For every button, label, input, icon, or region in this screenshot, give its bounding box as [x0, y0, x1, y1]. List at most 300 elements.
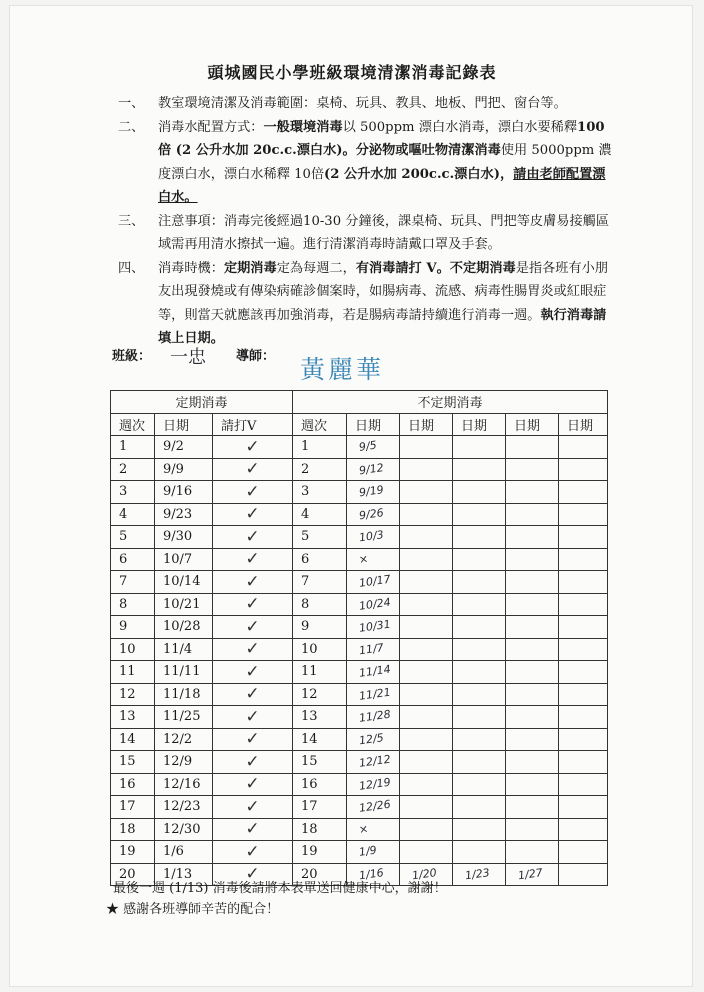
check-cell [213, 548, 293, 571]
irregular-date-cell-mark [514, 765, 518, 766]
irregular-date-cell [506, 616, 559, 639]
irregular-date-cell-mark [514, 450, 518, 451]
class-value: 一忠 [170, 347, 206, 368]
irregular-date-cell-mark [461, 585, 465, 586]
irregular-date-cell [506, 661, 559, 684]
week-cell: 19 [111, 841, 155, 864]
instruction-text: 有消毒請打 V。不定期消毒 [355, 260, 516, 276]
teacher-label: 導師： [236, 349, 276, 364]
irregular-date-cell [559, 458, 608, 481]
week-cell: 17 [111, 796, 155, 819]
irregular-disinfection-header: 不定期消毒 [293, 391, 608, 414]
irregular-date-cell-mark [567, 562, 571, 563]
irregular-date-cell [400, 661, 453, 684]
irregular-date-cell-mark [514, 517, 518, 518]
irregular-date-cell [559, 863, 608, 886]
date-cell: 1/13 [155, 863, 213, 886]
irregular-date-cell-mark: 1/20 [411, 865, 438, 883]
week-cell: 14 [111, 728, 155, 751]
check-cell [213, 796, 293, 819]
irregular-date-cell-mark [408, 832, 412, 833]
irregular-date-cell-mark [408, 697, 412, 698]
irregular-date-cell-mark: 12/12 [358, 752, 392, 771]
column-header: 週次 [111, 413, 155, 436]
table-row [111, 503, 608, 526]
check-cell-mark: ✓ [245, 841, 260, 862]
instruction-text: (2 公升水加 200c.c.漂白水)， [324, 166, 514, 182]
irregular-date-cell-mark [461, 607, 465, 608]
instruction-text: 定為每週二， [276, 260, 356, 276]
irregular-date-cell [506, 526, 559, 549]
irregular-date-cell [559, 436, 608, 459]
table-group-header-row [111, 391, 608, 414]
irregular-date-cell-mark [514, 540, 518, 541]
irregular-date-cell-mark [514, 652, 518, 653]
instruction-item [118, 210, 618, 257]
irregular-date-cell-mark: 1/23 [464, 865, 491, 883]
check-cell [213, 503, 293, 526]
check-cell-mark: ✓ [245, 549, 260, 570]
irregular-date-cell-mark [567, 675, 571, 676]
check-cell [213, 818, 293, 841]
check-cell [213, 706, 293, 729]
check-cell-mark: ✓ [245, 594, 260, 615]
table-column-header-row [111, 413, 608, 436]
irregular-date-cell [400, 526, 453, 549]
irregular-date-cell-mark [567, 495, 571, 496]
irregular-date-cell-mark [461, 450, 465, 451]
irregular-date-cell-mark: 12/26 [358, 797, 392, 816]
class-label: 班級： [112, 349, 152, 364]
irregular-date-cell-mark: 9/26 [358, 505, 385, 523]
irregular-date-cell [400, 841, 453, 864]
check-cell-mark: ✓ [245, 774, 260, 795]
irregular-date-cell-mark [567, 742, 571, 743]
irregular-date-cell [559, 638, 608, 661]
table-row [111, 436, 608, 459]
irregular-date-cell [347, 728, 400, 751]
table-row [111, 841, 608, 864]
teacher-name-stamp: 黃麗華 [300, 355, 385, 384]
instruction-item [118, 92, 618, 116]
irregular-date-cell [559, 661, 608, 684]
instruction-text: 100 倍 (2 公升水加 20c.c.漂白水)。 [158, 119, 605, 158]
irregular-date-cell-mark [567, 720, 571, 721]
irregular-date-cell [506, 503, 559, 526]
irregular-date-cell-mark: 11/14 [358, 662, 392, 681]
irregular-date-cell-mark [514, 562, 518, 563]
table-row [111, 571, 608, 594]
irregular-date-cell-mark [461, 540, 465, 541]
check-cell [213, 638, 293, 661]
date-cell: 12/9 [155, 751, 213, 774]
irregular-date-cell [400, 593, 453, 616]
irregular-date-cell [400, 728, 453, 751]
date-cell: 11/25 [155, 706, 213, 729]
irregular-date-cell-mark: 1/9 [358, 843, 378, 860]
star-icon: ★ [106, 902, 120, 917]
check-cell [213, 616, 293, 639]
check-cell-mark: ✓ [245, 819, 260, 840]
irregular-date-cell-mark [408, 562, 412, 563]
instruction-text: 注意事項：消毒完後經過10-30 分鐘後，課桌椅、玩具、門把等皮膚易接觸區域需再用清水擦拭一遍。進行清潔消毒時請戴口罩及手套。 [158, 213, 610, 252]
irregular-date-cell [347, 481, 400, 504]
table-row [111, 548, 608, 571]
instruction-text: 以 500ppm 漂白水消毒，漂白水要稀釋 [342, 119, 578, 135]
instruction-number: 四、 [118, 260, 145, 276]
week-cell: 2 [111, 458, 155, 481]
table-row [111, 661, 608, 684]
table-row [111, 638, 608, 661]
week-cell: 7 [111, 571, 155, 594]
irregular-date-cell [347, 571, 400, 594]
irregular-date-cell-mark: 10/24 [358, 595, 392, 613]
check-cell-mark: ✓ [245, 504, 260, 525]
irregular-date-cell [347, 526, 400, 549]
irregular-week-cell: 17 [293, 796, 347, 819]
irregular-week-cell: 3 [293, 481, 347, 504]
irregular-date-cell-mark [461, 675, 465, 676]
table-row [111, 526, 608, 549]
irregular-date-cell-mark: 9/12 [358, 460, 385, 478]
check-cell [213, 436, 293, 459]
date-cell: 11/18 [155, 683, 213, 706]
table-row [111, 593, 608, 616]
column-header: 日期 [400, 413, 453, 436]
week-cell: 12 [111, 683, 155, 706]
irregular-date-cell-mark [514, 585, 518, 586]
irregular-date-cell-mark [567, 810, 571, 811]
week-cell: 3 [111, 481, 155, 504]
irregular-week-cell: 6 [293, 548, 347, 571]
column-header: 日期 [559, 413, 608, 436]
instruction-text: 執行消毒請填上日期。 [158, 307, 607, 346]
irregular-date-cell [453, 863, 506, 886]
irregular-date-cell-mark [461, 517, 465, 518]
date-cell: 12/23 [155, 796, 213, 819]
irregular-date-cell [347, 436, 400, 459]
table-row [111, 818, 608, 841]
irregular-date-cell [559, 503, 608, 526]
date-cell: 9/9 [155, 458, 213, 481]
irregular-date-cell-mark [408, 810, 412, 811]
irregular-date-cell [506, 841, 559, 864]
irregular-date-cell-mark: × [358, 551, 370, 567]
irregular-date-cell [559, 616, 608, 639]
week-cell: 10 [111, 638, 155, 661]
irregular-week-cell: 9 [293, 616, 347, 639]
irregular-date-cell-mark [567, 832, 571, 833]
irregular-date-cell-mark [461, 652, 465, 653]
irregular-date-cell [347, 796, 400, 819]
check-cell [213, 661, 293, 684]
irregular-date-cell-mark [567, 540, 571, 541]
irregular-date-cell [400, 458, 453, 481]
instruction-text: 消毒時機： [158, 260, 224, 276]
irregular-date-cell-mark: 11/7 [358, 640, 385, 658]
form-title: 頭城國民小學班級環境清潔消毒記錄表 [207, 63, 497, 82]
irregular-date-cell [347, 548, 400, 571]
irregular-date-cell-mark [514, 742, 518, 743]
irregular-date-cell-mark [514, 697, 518, 698]
check-cell-mark: ✓ [245, 436, 260, 457]
irregular-date-cell-mark [461, 697, 465, 698]
irregular-week-cell: 4 [293, 503, 347, 526]
irregular-date-cell [506, 436, 559, 459]
irregular-date-cell [453, 436, 506, 459]
irregular-date-cell-mark [567, 877, 571, 878]
irregular-date-cell-mark: 1/27 [517, 865, 544, 883]
irregular-date-cell [506, 863, 559, 886]
instruction-text: 請由老師配置漂白水。 [158, 166, 606, 205]
table-row [111, 616, 608, 639]
instructions-list [118, 92, 618, 351]
irregular-week-cell: 15 [293, 751, 347, 774]
irregular-date-cell [506, 683, 559, 706]
irregular-date-cell-mark: 12/5 [358, 730, 385, 748]
irregular-date-cell [453, 796, 506, 819]
irregular-week-cell: 10 [293, 638, 347, 661]
irregular-date-cell [453, 751, 506, 774]
week-cell: 16 [111, 773, 155, 796]
irregular-date-cell-mark: 10/3 [358, 528, 385, 545]
irregular-week-cell: 20 [293, 863, 347, 886]
irregular-date-cell-mark [514, 495, 518, 496]
irregular-date-cell [400, 503, 453, 526]
irregular-date-cell-mark [514, 810, 518, 811]
irregular-date-cell [400, 571, 453, 594]
week-cell: 18 [111, 818, 155, 841]
date-cell: 12/30 [155, 818, 213, 841]
irregular-date-cell [400, 616, 453, 639]
irregular-date-cell-mark [567, 585, 571, 586]
column-header: 日期 [506, 413, 559, 436]
irregular-date-cell-mark [567, 472, 571, 473]
check-cell-mark: ✓ [245, 796, 260, 817]
irregular-date-cell [453, 683, 506, 706]
irregular-date-cell-mark [408, 472, 412, 473]
check-cell-mark: ✓ [245, 481, 260, 502]
irregular-date-cell [400, 706, 453, 729]
check-cell-mark: ✓ [245, 751, 260, 772]
irregular-date-cell [559, 571, 608, 594]
irregular-date-cell [347, 683, 400, 706]
week-cell: 6 [111, 548, 155, 571]
irregular-date-cell [453, 593, 506, 616]
irregular-date-cell-mark [408, 675, 412, 676]
irregular-date-cell [453, 638, 506, 661]
irregular-date-cell [453, 841, 506, 864]
irregular-date-cell-mark [461, 495, 465, 496]
irregular-date-cell-mark: 9/19 [358, 483, 385, 500]
irregular-week-cell: 13 [293, 706, 347, 729]
instruction-text: 消毒水配置方式： [158, 119, 264, 135]
date-cell: 1/6 [155, 841, 213, 864]
date-cell: 11/11 [155, 661, 213, 684]
irregular-date-cell-mark [567, 652, 571, 653]
irregular-date-cell-mark [461, 720, 465, 721]
irregular-date-cell-mark [461, 630, 465, 631]
irregular-date-cell-mark [567, 607, 571, 608]
irregular-date-cell [347, 593, 400, 616]
irregular-date-cell [506, 706, 559, 729]
irregular-date-cell-mark [461, 810, 465, 811]
check-cell-mark: ✓ [245, 616, 260, 637]
irregular-date-cell [400, 796, 453, 819]
irregular-date-cell-mark: 11/28 [358, 707, 392, 726]
irregular-date-cell [347, 706, 400, 729]
irregular-date-cell [400, 751, 453, 774]
irregular-date-cell-mark [514, 855, 518, 856]
irregular-week-cell: 5 [293, 526, 347, 549]
irregular-date-cell [347, 503, 400, 526]
date-cell: 10/14 [155, 571, 213, 594]
irregular-week-cell: 18 [293, 818, 347, 841]
irregular-date-cell [559, 548, 608, 571]
irregular-date-cell-mark [567, 787, 571, 788]
irregular-date-cell [506, 773, 559, 796]
irregular-date-cell-mark [567, 630, 571, 631]
check-cell [213, 526, 293, 549]
check-cell [213, 751, 293, 774]
irregular-date-cell [506, 818, 559, 841]
irregular-date-cell [506, 751, 559, 774]
table-row [111, 481, 608, 504]
irregular-date-cell [400, 436, 453, 459]
irregular-date-cell [506, 571, 559, 594]
irregular-date-cell [400, 683, 453, 706]
irregular-date-cell-mark [408, 585, 412, 586]
irregular-date-cell-mark: 10/31 [358, 617, 392, 636]
irregular-date-cell [400, 548, 453, 571]
irregular-date-cell [347, 616, 400, 639]
irregular-date-cell-mark [408, 742, 412, 743]
irregular-date-cell [453, 616, 506, 639]
irregular-date-cell-mark [408, 787, 412, 788]
irregular-date-cell [453, 548, 506, 571]
irregular-date-cell [453, 728, 506, 751]
irregular-date-cell-mark [514, 720, 518, 721]
column-header: 請打V [213, 413, 293, 436]
check-cell [213, 458, 293, 481]
check-cell-mark: ✓ [245, 571, 260, 592]
irregular-date-cell-mark [461, 765, 465, 766]
table-row [111, 728, 608, 751]
instruction-item [118, 257, 618, 351]
instruction-text: 一般環境消毒 [263, 119, 343, 135]
irregular-date-cell [559, 526, 608, 549]
irregular-week-cell: 2 [293, 458, 347, 481]
irregular-date-cell [347, 773, 400, 796]
instruction-text: 定期消毒 [223, 260, 277, 276]
table-row [111, 773, 608, 796]
irregular-date-cell-mark [567, 517, 571, 518]
check-cell-mark: ✓ [245, 684, 260, 705]
return-form-note: 最後一週 (1/13) 消毒後請將本表單送回健康中心，謝謝！ [113, 881, 447, 896]
irregular-date-cell [506, 548, 559, 571]
instruction-text: 分泌物或嘔吐物清潔消毒 [355, 143, 501, 158]
irregular-date-cell [506, 728, 559, 751]
check-cell [213, 683, 293, 706]
irregular-week-cell: 16 [293, 773, 347, 796]
irregular-date-cell-mark [567, 450, 571, 451]
irregular-date-cell [347, 638, 400, 661]
irregular-date-cell [559, 773, 608, 796]
instruction-text: 使用 5000ppm 濃度漂白水，漂白水稀釋 10倍 [158, 143, 612, 182]
irregular-date-cell [400, 638, 453, 661]
irregular-date-cell-mark [567, 855, 571, 856]
instruction-text: 是指各班有小朋友出現發燒或有傳染病確診個案時，如腸病毒、流感、病毒性腸胃炎或紅眼症等，則當天就應該再加強消毒，若是腸病毒請持續進行消毒一週。 [158, 260, 609, 323]
irregular-date-cell-mark [408, 652, 412, 653]
instruction-text: 教室環境清潔及消毒範圍：桌椅、玩具、教具、地板、門把、窗台等。 [158, 96, 567, 111]
check-cell [213, 841, 293, 864]
column-header: 日期 [347, 413, 400, 436]
irregular-date-cell-mark [408, 540, 412, 541]
irregular-date-cell-mark [461, 562, 465, 563]
check-cell-mark: ✓ [245, 729, 260, 750]
table-row [111, 706, 608, 729]
irregular-date-cell-mark [461, 742, 465, 743]
disinfection-record-table [110, 390, 608, 886]
irregular-week-cell: 14 [293, 728, 347, 751]
date-cell: 12/2 [155, 728, 213, 751]
table-row [111, 751, 608, 774]
week-cell: 13 [111, 706, 155, 729]
check-cell-mark: ✓ [245, 864, 260, 885]
irregular-date-cell-mark [461, 832, 465, 833]
irregular-date-cell-mark [514, 630, 518, 631]
week-cell: 11 [111, 661, 155, 684]
week-cell: 15 [111, 751, 155, 774]
irregular-date-cell [506, 638, 559, 661]
irregular-date-cell [506, 593, 559, 616]
table-row [111, 458, 608, 481]
date-cell: 11/4 [155, 638, 213, 661]
irregular-date-cell-mark: 9/5 [358, 438, 378, 455]
column-header: 週次 [293, 413, 347, 436]
column-header: 日期 [453, 413, 506, 436]
irregular-date-cell [347, 818, 400, 841]
instruction-number: 二、 [118, 119, 145, 135]
irregular-date-cell-mark [514, 675, 518, 676]
check-cell-mark: ✓ [245, 639, 260, 660]
date-cell: 12/16 [155, 773, 213, 796]
irregular-date-cell [347, 841, 400, 864]
irregular-date-cell-mark [408, 720, 412, 721]
irregular-date-cell-mark [408, 630, 412, 631]
irregular-date-cell-mark [567, 697, 571, 698]
irregular-date-cell [559, 706, 608, 729]
irregular-date-cell [559, 593, 608, 616]
date-cell: 9/16 [155, 481, 213, 504]
irregular-date-cell [559, 481, 608, 504]
irregular-date-cell-mark [514, 607, 518, 608]
irregular-date-cell [506, 458, 559, 481]
irregular-date-cell [506, 796, 559, 819]
regular-disinfection-header: 定期消毒 [111, 391, 293, 414]
irregular-date-cell-mark [461, 472, 465, 473]
check-cell [213, 481, 293, 504]
instruction-item [118, 116, 618, 210]
irregular-date-cell [559, 796, 608, 819]
irregular-date-cell [559, 683, 608, 706]
week-cell: 8 [111, 593, 155, 616]
irregular-week-cell: 7 [293, 571, 347, 594]
date-cell: 9/2 [155, 436, 213, 459]
irregular-date-cell [559, 841, 608, 864]
irregular-date-cell [559, 818, 608, 841]
irregular-date-cell [347, 661, 400, 684]
